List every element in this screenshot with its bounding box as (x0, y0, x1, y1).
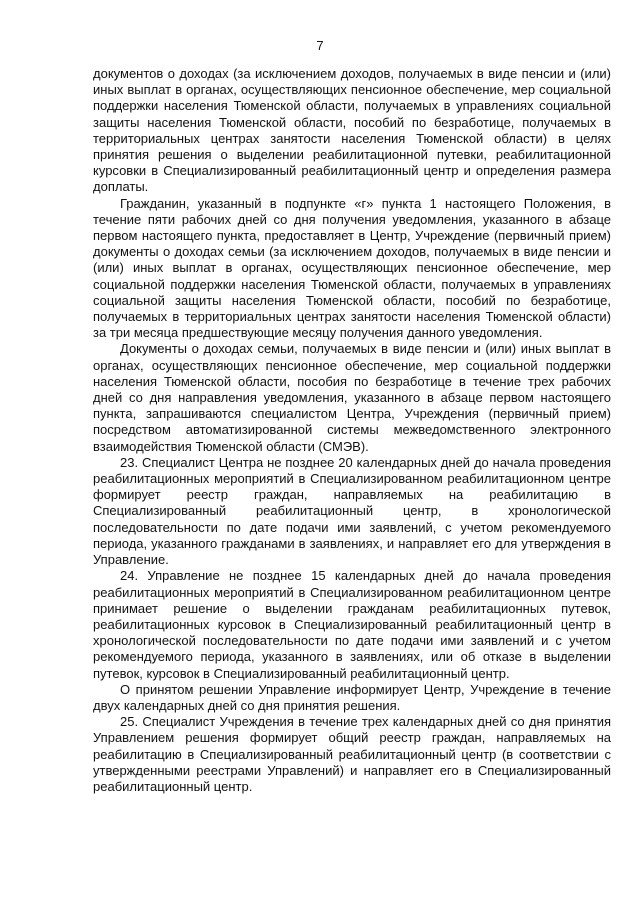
paragraph-income-documents-request: Документы о доходах семьи, получаемых в виде пенсии и (или) иных выплат в органах, осуществляющих пенсионное обеспечение, мер социальной поддержки населения Тюменской области, пособия по безработице в течение трех рабочих дней со дня направления уведомления, указанного в абзаце первом настоящего пункта, запрашиваются специалистом Центра, Учреждения (первичный прием) посредством автоматизированной системы межведомственного электронного взаимодействия Тюменской области (СМЭВ). (93, 341, 611, 454)
paragraph-citizen-subpoint-g: Гражданин, указанный в подпункте «г» пункта 1 настоящего Положения, в течение пяти рабочих дней со дня получения уведомления, указанного в абзаце первом настоящего пункта, предоставляет в Центр, Учреждение (первичный прием) документы о доходах семьи (за исключением доходов, получаемых в виде пенсии и (или) иных выплат в органах, осуществляющих пенсионное обеспечение, мер социальной поддержки населения Тюменской области, получаемых в управлениях социальной защиты населения Тюменской области, пособий по безработице, получаемых в территориальных центрах занятости населения Тюменской области) за три месяца предшествующие месяцу получения данного уведомления. (93, 195, 611, 341)
document-body (93, 66, 611, 795)
paragraph-item-24: 24. Управление не позднее 15 календарных дней до начала проведения реабилитационных мероприятий в Специализированном реабилитационном центре принимает решение о выделении гражданам реабилитационных путевок, реабилитационных курсовок в Специализированный реабилитационный центр в хронологической последовательности по дате подачи ими заявлений и с учетом рекомендуемого периода, указанного в заявлениях, или об отказе в выделении путевок, курсовок в Специализированный реабилитационный центр. (93, 568, 611, 681)
paragraph-continuation: документов о доходах (за исключением доходов, получаемых в виде пенсии и (или) иных выплат в органах, осуществляющих пенсионное обеспечение, мер социальной поддержки населения Тюменской области, получаемых в управлениях социальной защиты населения Тюменской области, пособий по безработице, получаемых в территориальных центрах занятости населения Тюменской области) в целях принятия решения о выделении реабилитационной путевки, реабилитационной курсовки в Специализированный реабилитационный центр и определения размера доплаты. (93, 66, 611, 195)
paragraph-item-25: 25. Специалист Учреждения в течение трех календарных дней со дня принятия Управлением решения формирует общий реестр граждан, направляемых на реабилитацию в Специализированный реабилитационный центр (в соответствии с утвержденными реестрами Управлений) и направляет его в Специализированный реабилитационный центр. (93, 714, 611, 794)
paragraph-item-23: 23. Специалист Центра не позднее 20 календарных дней до начала проведения реабилитационных мероприятий в Специализированном реабилитационном центре формирует реестр граждан, направляемых на реабилитацию в Специализированный реабилитационный центр, в хронологической последовательности по дате подачи ими заявлений, с учетом рекомендуемого периода, указанного гражданами в заявлениях, и направляет его для утверждения в Управление. (93, 454, 611, 568)
paragraph-decision-notice: О принятом решении Управление информирует Центр, Учреждение в течение двух календарных дней со дня принятия решения. (93, 681, 611, 713)
page-number: 7 (316, 38, 324, 53)
